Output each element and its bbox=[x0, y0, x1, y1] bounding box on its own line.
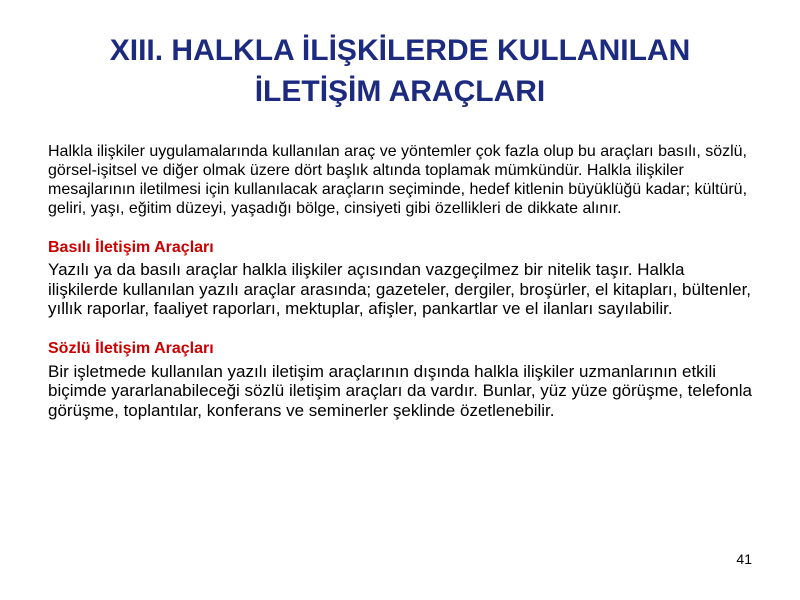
section-text-basili: Yazılı ya da basılı araçlar halkla ilişkiler açısından vazgeçilmez bir nitelik taşır. Halkla ilişkilerde kullanılan yazılı araçlar arasında; gazeteler, dergiler, broşürler, el kitapları, bültenler, yıllık raporlar, faaliyet raporları, mektuplar, afişler, pankartlar ve el ilanları sayılabilir. bbox=[48, 260, 752, 318]
intro-paragraph: Halkla ilişkiler uygulamalarında kullanılan araç ve yöntemler çok fazla olup bu araçları basılı, sözlü, görsel-işitsel ve diğer olmak üzere dört başlık altında toplamak mümkündür. Halkla ilişkiler mesajlarının iletilmesi için kullanılacak araçların seçiminde, hedef kitlenin büyüklüğü kadar; kültürü, geliri, yaşı, eğitim düzeyi, yaşadığı bölge, cinsiyeti gibi özellikleri de dikkate alınır. bbox=[48, 143, 748, 217]
section-text-sozlu: Bir işletmede kullanılan yazılı iletişim araçlarının dışında halkla ilişkiler uzmanlarının etkili biçimde yararlanabileceği sözlü iletişim araçları da vardır. Bunlar, yüz yüze görüşme, telefonla görüşme, toplantılar, konferans ve seminerler şeklinde özetlenebilir. bbox=[48, 361, 752, 420]
slide-title bbox=[40, 30, 760, 112]
section-sozlu bbox=[48, 339, 758, 421]
slide-title-line-2: İLETİŞİM ARAÇLARI bbox=[254, 75, 546, 108]
slide-content bbox=[48, 142, 758, 420]
section-basili bbox=[48, 238, 758, 319]
page-number: 41 bbox=[736, 551, 752, 567]
slide-title-line-1: XIII. HALKLA İLİŞKİLERDE KULLANILAN bbox=[109, 34, 691, 67]
section-heading-basili: Basılı İletişim Araçları bbox=[48, 239, 214, 256]
section-heading-sozlu: Sözlü İletişim Araçları bbox=[48, 339, 214, 357]
